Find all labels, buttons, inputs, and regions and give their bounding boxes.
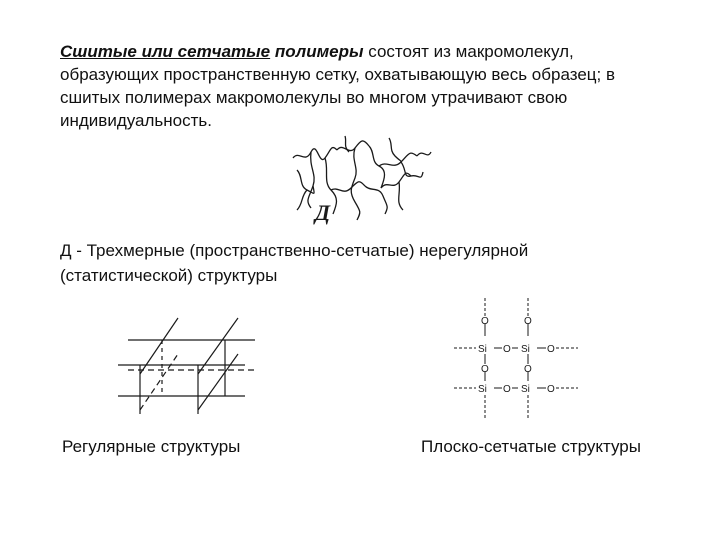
intro-paragraph — [60, 40, 670, 132]
random-network-figure — [285, 130, 435, 230]
planar-structures-label: Плоско-сетчатые структуры — [421, 437, 641, 456]
atom-si: Si — [478, 344, 487, 355]
atom-si: Si — [478, 384, 487, 395]
atom-o: O — [503, 384, 511, 395]
atom-si: Si — [521, 344, 530, 355]
atom-o: O — [503, 344, 511, 355]
network-chains — [293, 136, 431, 220]
planar-bonds — [454, 298, 578, 418]
intro-body: состоят из макромолекул, образующих пространственную сетку, охватывающую весь образец; в сшитых полимерах макромолекулы во многом утрачивают свою индивидуальность. — [60, 42, 615, 130]
planar-network-figure — [450, 290, 590, 425]
intro-term-underlined: Сшитые или сетчатые — [60, 42, 271, 61]
intro-term — [60, 42, 364, 61]
regular-lattice-figure — [110, 310, 270, 420]
regular-structures-label: Регулярные структуры — [62, 437, 241, 456]
caption-d: Д - Трехмерные (пространственно-сетчатые) нерегулярной (статистической) структуры — [60, 241, 529, 285]
intro-term-rest: полимеры — [270, 42, 364, 61]
lattice-lines — [118, 318, 255, 414]
atom-o: O — [524, 316, 532, 327]
atom-o: O — [547, 344, 555, 355]
atom-si: Si — [521, 384, 530, 395]
atom-o: O — [524, 364, 532, 375]
atom-o: O — [547, 384, 555, 395]
planar-atoms — [478, 316, 555, 395]
atom-o: O — [481, 364, 489, 375]
atom-o: O — [481, 316, 489, 327]
figure-d-label: Д — [315, 200, 331, 225]
